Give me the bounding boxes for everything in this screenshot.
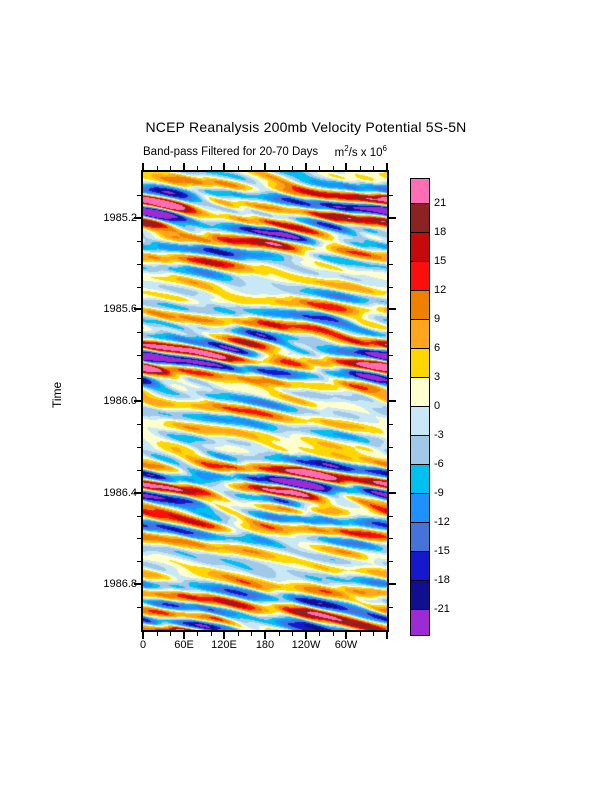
x-minor-tick-top [319,166,320,170]
colorbar-label: 15 [434,255,447,267]
x-minor-tick-top [292,166,293,170]
y-axis-title: Time [50,381,64,408]
x-minor-tick-top [238,166,239,170]
units-label: $m^2/s$ x $10^6$ [334,144,387,159]
colorbar-segment [411,320,429,349]
y-minor-tick-right [389,470,393,471]
y-minor-tick-left [137,607,141,608]
x-major-tick-top [386,163,388,170]
colorbar-segment [411,291,429,320]
x-minor-tick-bottom [292,632,293,636]
colorbar-segment [411,349,429,378]
y-minor-tick-left [137,264,141,265]
colorbar-segment [411,494,429,523]
x-major-tick-bottom [305,632,307,639]
x-minor-tick-top [279,166,280,170]
colorbar-segment [411,179,429,204]
x-major-tick-bottom [183,632,185,639]
chart-title: NCEP Reanalysis 200mb Velocity Potential 5S-5N [145,119,467,135]
colorbar-label: 9 [434,313,441,325]
x-minor-tick-bottom [360,632,361,636]
x-minor-tick-bottom [170,632,171,636]
y-tick-label: 1985.2 [103,212,137,224]
colorbar-label: 12 [434,284,447,296]
y-minor-tick-left [137,447,141,448]
colorbar-label: -18 [434,574,450,586]
y-minor-tick-right [389,241,393,242]
y-major-tick-right [389,217,396,219]
colorbar-segment [411,552,429,581]
y-minor-tick-right [389,561,393,562]
y-minor-tick-right [389,516,393,517]
y-tick-label: 1986.0 [103,395,137,407]
x-minor-tick-bottom [238,632,239,636]
colorbar-label: 6 [434,342,441,354]
x-major-tick-top [142,163,144,170]
x-tick-label: 60W [334,639,358,651]
colorbar-label: -3 [434,429,444,441]
y-minor-tick-right [389,424,393,425]
x-minor-tick-top [373,166,374,170]
chart-subtitle: Band-pass Filtered for 20-70 Days [143,146,319,158]
y-minor-tick-right [389,355,393,356]
colorbar-label: 3 [434,371,441,383]
y-minor-tick-left [137,538,141,539]
x-minor-tick-bottom [333,632,334,636]
y-minor-tick-right [389,332,393,333]
y-minor-tick-right [389,447,393,448]
colorbar-segment [411,436,429,465]
x-major-tick-top [305,163,307,170]
x-major-tick-top [183,163,185,170]
y-tick-label: 1986.4 [103,487,137,499]
y-minor-tick-left [137,355,141,356]
colorbar-segment [411,262,429,291]
x-tick-label: 60E [174,639,194,651]
y-minor-tick-right [389,378,393,379]
x-major-tick-bottom [345,632,347,639]
y-minor-tick-left [137,332,141,333]
x-minor-tick-top [170,166,171,170]
x-minor-tick-bottom [211,632,212,636]
y-minor-tick-left [137,287,141,288]
colorbar-segment [411,233,429,262]
y-minor-tick-left [137,195,141,196]
x-minor-tick-top [333,166,334,170]
y-minor-tick-left [137,241,141,242]
x-tick-label: 120E [211,639,237,651]
y-minor-tick-right [389,264,393,265]
x-minor-tick-top [157,166,158,170]
y-minor-tick-left [137,516,141,517]
colorbar-segment [411,465,429,494]
y-major-tick-right [389,583,396,585]
x-minor-tick-bottom [319,632,320,636]
y-minor-tick-right [389,195,393,196]
colorbar-segment [411,378,429,407]
x-tick-label: 120W [291,639,321,651]
y-minor-tick-right [389,287,393,288]
y-minor-tick-right [389,538,393,539]
y-tick-label: 1986.8 [103,578,137,590]
y-major-tick-right [389,308,396,310]
colorbar-segment [411,610,429,635]
y-tick-label: 1985.6 [103,303,137,315]
colorbar-label: 18 [434,226,447,238]
x-minor-tick-bottom [197,632,198,636]
colorbar-label: -12 [434,516,450,528]
colorbar-label: -15 [434,545,450,557]
y-major-tick-right [389,492,396,494]
colorbar-segment [411,581,429,610]
colorbar-label: -6 [434,458,444,470]
x-minor-tick-top [197,166,198,170]
x-major-tick-bottom [264,632,266,639]
x-major-tick-top [264,163,266,170]
x-minor-tick-bottom [157,632,158,636]
plot-frame [141,170,389,632]
x-major-tick-bottom [142,632,144,639]
x-minor-tick-top [360,166,361,170]
colorbar-segment [411,204,429,233]
colorbar-segment [411,407,429,436]
y-minor-tick-left [137,470,141,471]
x-major-tick-top [345,163,347,170]
x-tick-label: 180 [255,639,275,651]
colorbar-segment [411,523,429,552]
colorbar-label: 0 [434,400,441,412]
x-minor-tick-bottom [279,632,280,636]
x-minor-tick-top [211,166,212,170]
x-minor-tick-bottom [251,632,252,636]
colorbar-label: -21 [434,603,450,615]
y-minor-tick-left [137,378,141,379]
x-minor-tick-top [251,166,252,170]
x-major-tick-top [223,163,225,170]
x-minor-tick-bottom [373,632,374,636]
y-minor-tick-right [389,607,393,608]
x-tick-label: 0 [139,639,147,651]
y-minor-tick-left [137,424,141,425]
colorbar [410,178,430,636]
colorbar-label: 21 [434,197,447,209]
colorbar-label: -9 [434,487,444,499]
x-major-tick-bottom [386,632,388,639]
y-minor-tick-left [137,561,141,562]
x-major-tick-bottom [223,632,225,639]
y-major-tick-right [389,400,396,402]
